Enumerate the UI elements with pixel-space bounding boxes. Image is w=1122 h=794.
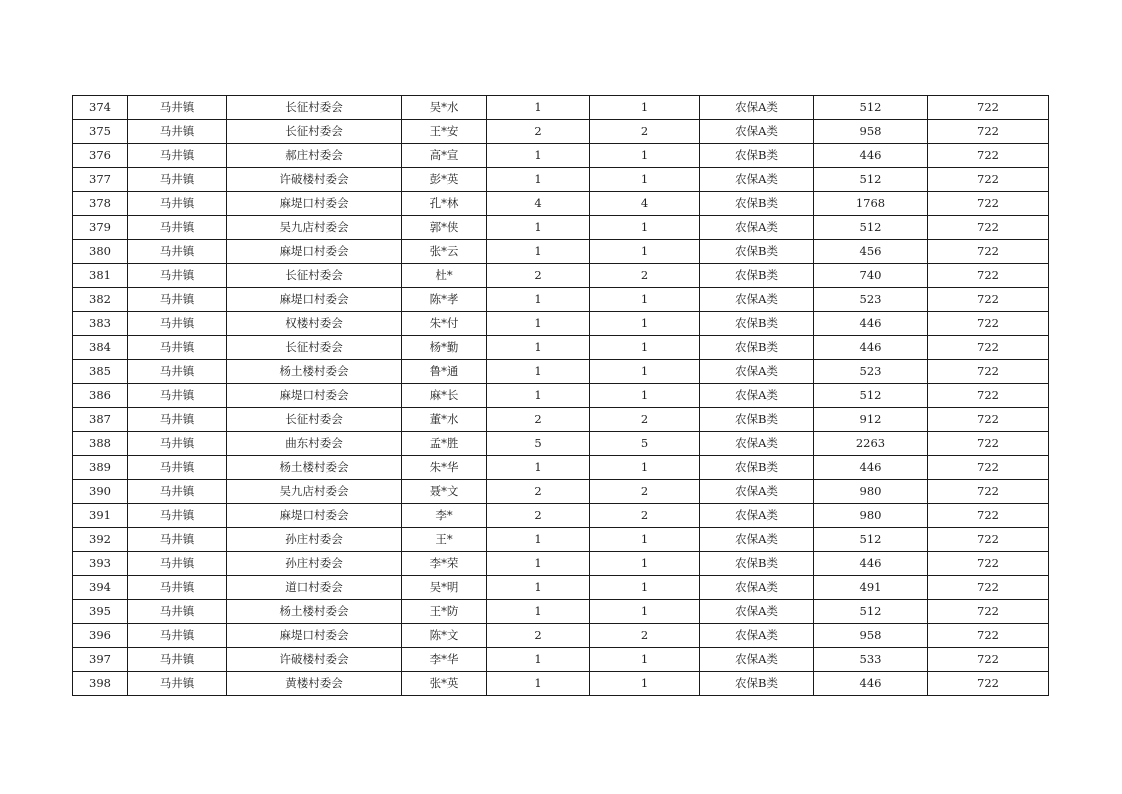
table-row bbox=[73, 168, 1049, 192]
town-cell: 马井镇 bbox=[128, 504, 227, 528]
count-1-cell: 1 bbox=[487, 648, 590, 672]
count-2-cell: 1 bbox=[590, 336, 700, 360]
person-name-cell: 高*宣 bbox=[402, 144, 487, 168]
amount-cell: 512 bbox=[814, 528, 928, 552]
row-number-cell: 387 bbox=[73, 408, 128, 432]
count-2-cell: 1 bbox=[590, 672, 700, 696]
insurance-type-cell: 农保A类 bbox=[700, 648, 814, 672]
person-name-cell: 王* bbox=[402, 528, 487, 552]
village-committee-cell: 长征村委会 bbox=[227, 96, 402, 120]
insurance-type-cell: 农保A类 bbox=[700, 360, 814, 384]
row-number-cell: 377 bbox=[73, 168, 128, 192]
table-row bbox=[73, 336, 1049, 360]
count-2-cell: 2 bbox=[590, 480, 700, 504]
standard-cell: 722 bbox=[928, 672, 1049, 696]
row-number-cell: 383 bbox=[73, 312, 128, 336]
count-2-cell: 1 bbox=[590, 96, 700, 120]
count-2-cell: 1 bbox=[590, 312, 700, 336]
insurance-type-cell: 农保A类 bbox=[700, 168, 814, 192]
row-number-cell: 388 bbox=[73, 432, 128, 456]
count-2-cell: 1 bbox=[590, 144, 700, 168]
count-1-cell: 4 bbox=[487, 192, 590, 216]
count-2-cell: 1 bbox=[590, 648, 700, 672]
town-cell: 马井镇 bbox=[128, 288, 227, 312]
person-name-cell: 郭*侠 bbox=[402, 216, 487, 240]
village-committee-cell: 曲东村委会 bbox=[227, 432, 402, 456]
insurance-type-cell: 农保A类 bbox=[700, 384, 814, 408]
person-name-cell: 张*云 bbox=[402, 240, 487, 264]
village-committee-cell: 道口村委会 bbox=[227, 576, 402, 600]
amount-cell: 2263 bbox=[814, 432, 928, 456]
town-cell: 马井镇 bbox=[128, 408, 227, 432]
amount-cell: 980 bbox=[814, 504, 928, 528]
insurance-type-cell: 农保A类 bbox=[700, 288, 814, 312]
village-committee-cell: 孙庄村委会 bbox=[227, 552, 402, 576]
amount-cell: 512 bbox=[814, 384, 928, 408]
count-1-cell: 1 bbox=[487, 456, 590, 480]
town-cell: 马井镇 bbox=[128, 648, 227, 672]
count-1-cell: 5 bbox=[487, 432, 590, 456]
row-number-cell: 374 bbox=[73, 96, 128, 120]
village-committee-cell: 长征村委会 bbox=[227, 120, 402, 144]
amount-cell: 446 bbox=[814, 336, 928, 360]
insurance-type-cell: 农保A类 bbox=[700, 600, 814, 624]
table-row bbox=[73, 96, 1049, 120]
count-2-cell: 1 bbox=[590, 360, 700, 384]
standard-cell: 722 bbox=[928, 384, 1049, 408]
village-committee-cell: 许破楼村委会 bbox=[227, 168, 402, 192]
town-cell: 马井镇 bbox=[128, 336, 227, 360]
count-1-cell: 2 bbox=[487, 408, 590, 432]
row-number-cell: 390 bbox=[73, 480, 128, 504]
amount-cell: 446 bbox=[814, 456, 928, 480]
standard-cell: 722 bbox=[928, 552, 1049, 576]
amount-cell: 912 bbox=[814, 408, 928, 432]
table-row bbox=[73, 600, 1049, 624]
count-1-cell: 1 bbox=[487, 168, 590, 192]
person-name-cell: 朱*付 bbox=[402, 312, 487, 336]
row-number-cell: 381 bbox=[73, 264, 128, 288]
table-row bbox=[73, 360, 1049, 384]
row-number-cell: 391 bbox=[73, 504, 128, 528]
insurance-type-cell: 农保B类 bbox=[700, 144, 814, 168]
count-1-cell: 1 bbox=[487, 672, 590, 696]
amount-cell: 980 bbox=[814, 480, 928, 504]
standard-cell: 722 bbox=[928, 144, 1049, 168]
table-row bbox=[73, 216, 1049, 240]
count-2-cell: 1 bbox=[590, 216, 700, 240]
person-name-cell: 李*荣 bbox=[402, 552, 487, 576]
insurance-type-cell: 农保B类 bbox=[700, 456, 814, 480]
insurance-type-cell: 农保A类 bbox=[700, 216, 814, 240]
town-cell: 马井镇 bbox=[128, 456, 227, 480]
town-cell: 马井镇 bbox=[128, 144, 227, 168]
count-2-cell: 2 bbox=[590, 408, 700, 432]
row-number-cell: 384 bbox=[73, 336, 128, 360]
insurance-type-cell: 农保A类 bbox=[700, 120, 814, 144]
town-cell: 马井镇 bbox=[128, 192, 227, 216]
village-committee-cell: 许破楼村委会 bbox=[227, 648, 402, 672]
standard-cell: 722 bbox=[928, 96, 1049, 120]
count-2-cell: 2 bbox=[590, 504, 700, 528]
count-2-cell: 1 bbox=[590, 576, 700, 600]
row-number-cell: 396 bbox=[73, 624, 128, 648]
count-2-cell: 2 bbox=[590, 264, 700, 288]
amount-cell: 446 bbox=[814, 552, 928, 576]
standard-cell: 722 bbox=[928, 432, 1049, 456]
count-2-cell: 1 bbox=[590, 456, 700, 480]
count-1-cell: 1 bbox=[487, 144, 590, 168]
count-1-cell: 1 bbox=[487, 336, 590, 360]
count-1-cell: 1 bbox=[487, 552, 590, 576]
table-row bbox=[73, 192, 1049, 216]
amount-cell: 446 bbox=[814, 144, 928, 168]
amount-cell: 1768 bbox=[814, 192, 928, 216]
table-row bbox=[73, 408, 1049, 432]
count-2-cell: 1 bbox=[590, 600, 700, 624]
row-number-cell: 398 bbox=[73, 672, 128, 696]
person-name-cell: 鲁*通 bbox=[402, 360, 487, 384]
village-committee-cell: 长征村委会 bbox=[227, 408, 402, 432]
standard-cell: 722 bbox=[928, 528, 1049, 552]
standard-cell: 722 bbox=[928, 624, 1049, 648]
town-cell: 马井镇 bbox=[128, 312, 227, 336]
insurance-type-cell: 农保A类 bbox=[700, 504, 814, 528]
row-number-cell: 395 bbox=[73, 600, 128, 624]
person-name-cell: 杜* bbox=[402, 264, 487, 288]
amount-cell: 740 bbox=[814, 264, 928, 288]
count-2-cell: 2 bbox=[590, 624, 700, 648]
row-number-cell: 392 bbox=[73, 528, 128, 552]
count-1-cell: 1 bbox=[487, 576, 590, 600]
row-number-cell: 378 bbox=[73, 192, 128, 216]
row-number-cell: 394 bbox=[73, 576, 128, 600]
person-name-cell: 吴*明 bbox=[402, 576, 487, 600]
insurance-type-cell: 农保B类 bbox=[700, 192, 814, 216]
count-1-cell: 2 bbox=[487, 624, 590, 648]
town-cell: 马井镇 bbox=[128, 576, 227, 600]
count-1-cell: 2 bbox=[487, 120, 590, 144]
standard-cell: 722 bbox=[928, 120, 1049, 144]
insurance-type-cell: 农保A类 bbox=[700, 480, 814, 504]
row-number-cell: 386 bbox=[73, 384, 128, 408]
count-1-cell: 1 bbox=[487, 312, 590, 336]
count-1-cell: 1 bbox=[487, 288, 590, 312]
standard-cell: 722 bbox=[928, 192, 1049, 216]
town-cell: 马井镇 bbox=[128, 216, 227, 240]
village-committee-cell: 黄楼村委会 bbox=[227, 672, 402, 696]
insurance-type-cell: 农保B类 bbox=[700, 336, 814, 360]
amount-cell: 523 bbox=[814, 360, 928, 384]
row-number-cell: 379 bbox=[73, 216, 128, 240]
person-name-cell: 李* bbox=[402, 504, 487, 528]
person-name-cell: 杨*勤 bbox=[402, 336, 487, 360]
standard-cell: 722 bbox=[928, 216, 1049, 240]
village-committee-cell: 长征村委会 bbox=[227, 264, 402, 288]
table-row bbox=[73, 480, 1049, 504]
insurance-type-cell: 农保A类 bbox=[700, 432, 814, 456]
standard-cell: 722 bbox=[928, 576, 1049, 600]
row-number-cell: 376 bbox=[73, 144, 128, 168]
village-committee-cell: 吴九店村委会 bbox=[227, 216, 402, 240]
count-1-cell: 1 bbox=[487, 96, 590, 120]
person-name-cell: 彭*英 bbox=[402, 168, 487, 192]
table-row bbox=[73, 432, 1049, 456]
amount-cell: 456 bbox=[814, 240, 928, 264]
person-name-cell: 孟*胜 bbox=[402, 432, 487, 456]
town-cell: 马井镇 bbox=[128, 264, 227, 288]
village-committee-cell: 孙庄村委会 bbox=[227, 528, 402, 552]
person-name-cell: 董*水 bbox=[402, 408, 487, 432]
insurance-type-cell: 农保A类 bbox=[700, 96, 814, 120]
person-name-cell: 陈*文 bbox=[402, 624, 487, 648]
insurance-type-cell: 农保A类 bbox=[700, 624, 814, 648]
standard-cell: 722 bbox=[928, 408, 1049, 432]
row-number-cell: 389 bbox=[73, 456, 128, 480]
count-1-cell: 1 bbox=[487, 216, 590, 240]
amount-cell: 958 bbox=[814, 624, 928, 648]
standard-cell: 722 bbox=[928, 336, 1049, 360]
village-committee-cell: 长征村委会 bbox=[227, 336, 402, 360]
table-row bbox=[73, 456, 1049, 480]
table-row bbox=[73, 264, 1049, 288]
town-cell: 马井镇 bbox=[128, 96, 227, 120]
person-name-cell: 聂*文 bbox=[402, 480, 487, 504]
table-row bbox=[73, 144, 1049, 168]
count-1-cell: 1 bbox=[487, 600, 590, 624]
table-row bbox=[73, 648, 1049, 672]
town-cell: 马井镇 bbox=[128, 120, 227, 144]
standard-cell: 722 bbox=[928, 264, 1049, 288]
table-row bbox=[73, 120, 1049, 144]
standard-cell: 722 bbox=[928, 648, 1049, 672]
row-number-cell: 382 bbox=[73, 288, 128, 312]
count-2-cell: 1 bbox=[590, 240, 700, 264]
row-number-cell: 380 bbox=[73, 240, 128, 264]
person-name-cell: 王*安 bbox=[402, 120, 487, 144]
village-committee-cell: 郝庄村委会 bbox=[227, 144, 402, 168]
amount-cell: 491 bbox=[814, 576, 928, 600]
count-2-cell: 1 bbox=[590, 528, 700, 552]
count-1-cell: 2 bbox=[487, 480, 590, 504]
town-cell: 马井镇 bbox=[128, 360, 227, 384]
person-name-cell: 陈*孝 bbox=[402, 288, 487, 312]
village-committee-cell: 麻堤口村委会 bbox=[227, 384, 402, 408]
person-name-cell: 张*英 bbox=[402, 672, 487, 696]
standard-cell: 722 bbox=[928, 168, 1049, 192]
count-2-cell: 4 bbox=[590, 192, 700, 216]
insurance-type-cell: 农保A类 bbox=[700, 576, 814, 600]
town-cell: 马井镇 bbox=[128, 168, 227, 192]
count-1-cell: 1 bbox=[487, 360, 590, 384]
table-row bbox=[73, 576, 1049, 600]
village-committee-cell: 麻堤口村委会 bbox=[227, 504, 402, 528]
standard-cell: 722 bbox=[928, 360, 1049, 384]
village-committee-cell: 杨土楼村委会 bbox=[227, 600, 402, 624]
standard-cell: 722 bbox=[928, 312, 1049, 336]
person-name-cell: 吴*水 bbox=[402, 96, 487, 120]
person-name-cell: 麻*长 bbox=[402, 384, 487, 408]
count-2-cell: 2 bbox=[590, 120, 700, 144]
town-cell: 马井镇 bbox=[128, 528, 227, 552]
town-cell: 马井镇 bbox=[128, 432, 227, 456]
count-1-cell: 1 bbox=[487, 528, 590, 552]
standard-cell: 722 bbox=[928, 600, 1049, 624]
town-cell: 马井镇 bbox=[128, 240, 227, 264]
village-committee-cell: 杨土楼村委会 bbox=[227, 360, 402, 384]
village-committee-cell: 杨土楼村委会 bbox=[227, 456, 402, 480]
row-number-cell: 385 bbox=[73, 360, 128, 384]
table-row bbox=[73, 552, 1049, 576]
row-number-cell: 393 bbox=[73, 552, 128, 576]
table-row bbox=[73, 528, 1049, 552]
table-body bbox=[73, 96, 1049, 696]
amount-cell: 446 bbox=[814, 672, 928, 696]
insurance-type-cell: 农保B类 bbox=[700, 240, 814, 264]
table-row bbox=[73, 240, 1049, 264]
amount-cell: 512 bbox=[814, 600, 928, 624]
standard-cell: 722 bbox=[928, 240, 1049, 264]
town-cell: 马井镇 bbox=[128, 624, 227, 648]
beneficiary-table bbox=[72, 95, 1049, 696]
count-2-cell: 1 bbox=[590, 168, 700, 192]
standard-cell: 722 bbox=[928, 288, 1049, 312]
village-committee-cell: 麻堤口村委会 bbox=[227, 624, 402, 648]
insurance-type-cell: 农保B类 bbox=[700, 264, 814, 288]
amount-cell: 512 bbox=[814, 168, 928, 192]
person-name-cell: 王*防 bbox=[402, 600, 487, 624]
table-row bbox=[73, 288, 1049, 312]
insurance-type-cell: 农保B类 bbox=[700, 312, 814, 336]
town-cell: 马井镇 bbox=[128, 480, 227, 504]
village-committee-cell: 麻堤口村委会 bbox=[227, 240, 402, 264]
row-number-cell: 375 bbox=[73, 120, 128, 144]
town-cell: 马井镇 bbox=[128, 384, 227, 408]
count-2-cell: 1 bbox=[590, 288, 700, 312]
amount-cell: 446 bbox=[814, 312, 928, 336]
insurance-type-cell: 农保B类 bbox=[700, 672, 814, 696]
person-name-cell: 李*华 bbox=[402, 648, 487, 672]
insurance-type-cell: 农保A类 bbox=[700, 528, 814, 552]
table-row bbox=[73, 384, 1049, 408]
village-committee-cell: 麻堤口村委会 bbox=[227, 288, 402, 312]
insurance-type-cell: 农保B类 bbox=[700, 408, 814, 432]
insurance-type-cell: 农保B类 bbox=[700, 552, 814, 576]
amount-cell: 958 bbox=[814, 120, 928, 144]
count-1-cell: 2 bbox=[487, 504, 590, 528]
person-name-cell: 朱*华 bbox=[402, 456, 487, 480]
amount-cell: 512 bbox=[814, 216, 928, 240]
amount-cell: 512 bbox=[814, 96, 928, 120]
town-cell: 马井镇 bbox=[128, 600, 227, 624]
standard-cell: 722 bbox=[928, 456, 1049, 480]
row-number-cell: 397 bbox=[73, 648, 128, 672]
count-1-cell: 2 bbox=[487, 264, 590, 288]
count-2-cell: 5 bbox=[590, 432, 700, 456]
town-cell: 马井镇 bbox=[128, 672, 227, 696]
person-name-cell: 孔*林 bbox=[402, 192, 487, 216]
amount-cell: 533 bbox=[814, 648, 928, 672]
count-2-cell: 1 bbox=[590, 552, 700, 576]
count-1-cell: 1 bbox=[487, 240, 590, 264]
village-committee-cell: 吴九店村委会 bbox=[227, 480, 402, 504]
village-committee-cell: 麻堤口村委会 bbox=[227, 192, 402, 216]
count-1-cell: 1 bbox=[487, 384, 590, 408]
table-row bbox=[73, 504, 1049, 528]
amount-cell: 523 bbox=[814, 288, 928, 312]
town-cell: 马井镇 bbox=[128, 552, 227, 576]
village-committee-cell: 权楼村委会 bbox=[227, 312, 402, 336]
table-row bbox=[73, 672, 1049, 696]
count-2-cell: 1 bbox=[590, 384, 700, 408]
standard-cell: 722 bbox=[928, 480, 1049, 504]
table-row bbox=[73, 312, 1049, 336]
standard-cell: 722 bbox=[928, 504, 1049, 528]
table-row bbox=[73, 624, 1049, 648]
